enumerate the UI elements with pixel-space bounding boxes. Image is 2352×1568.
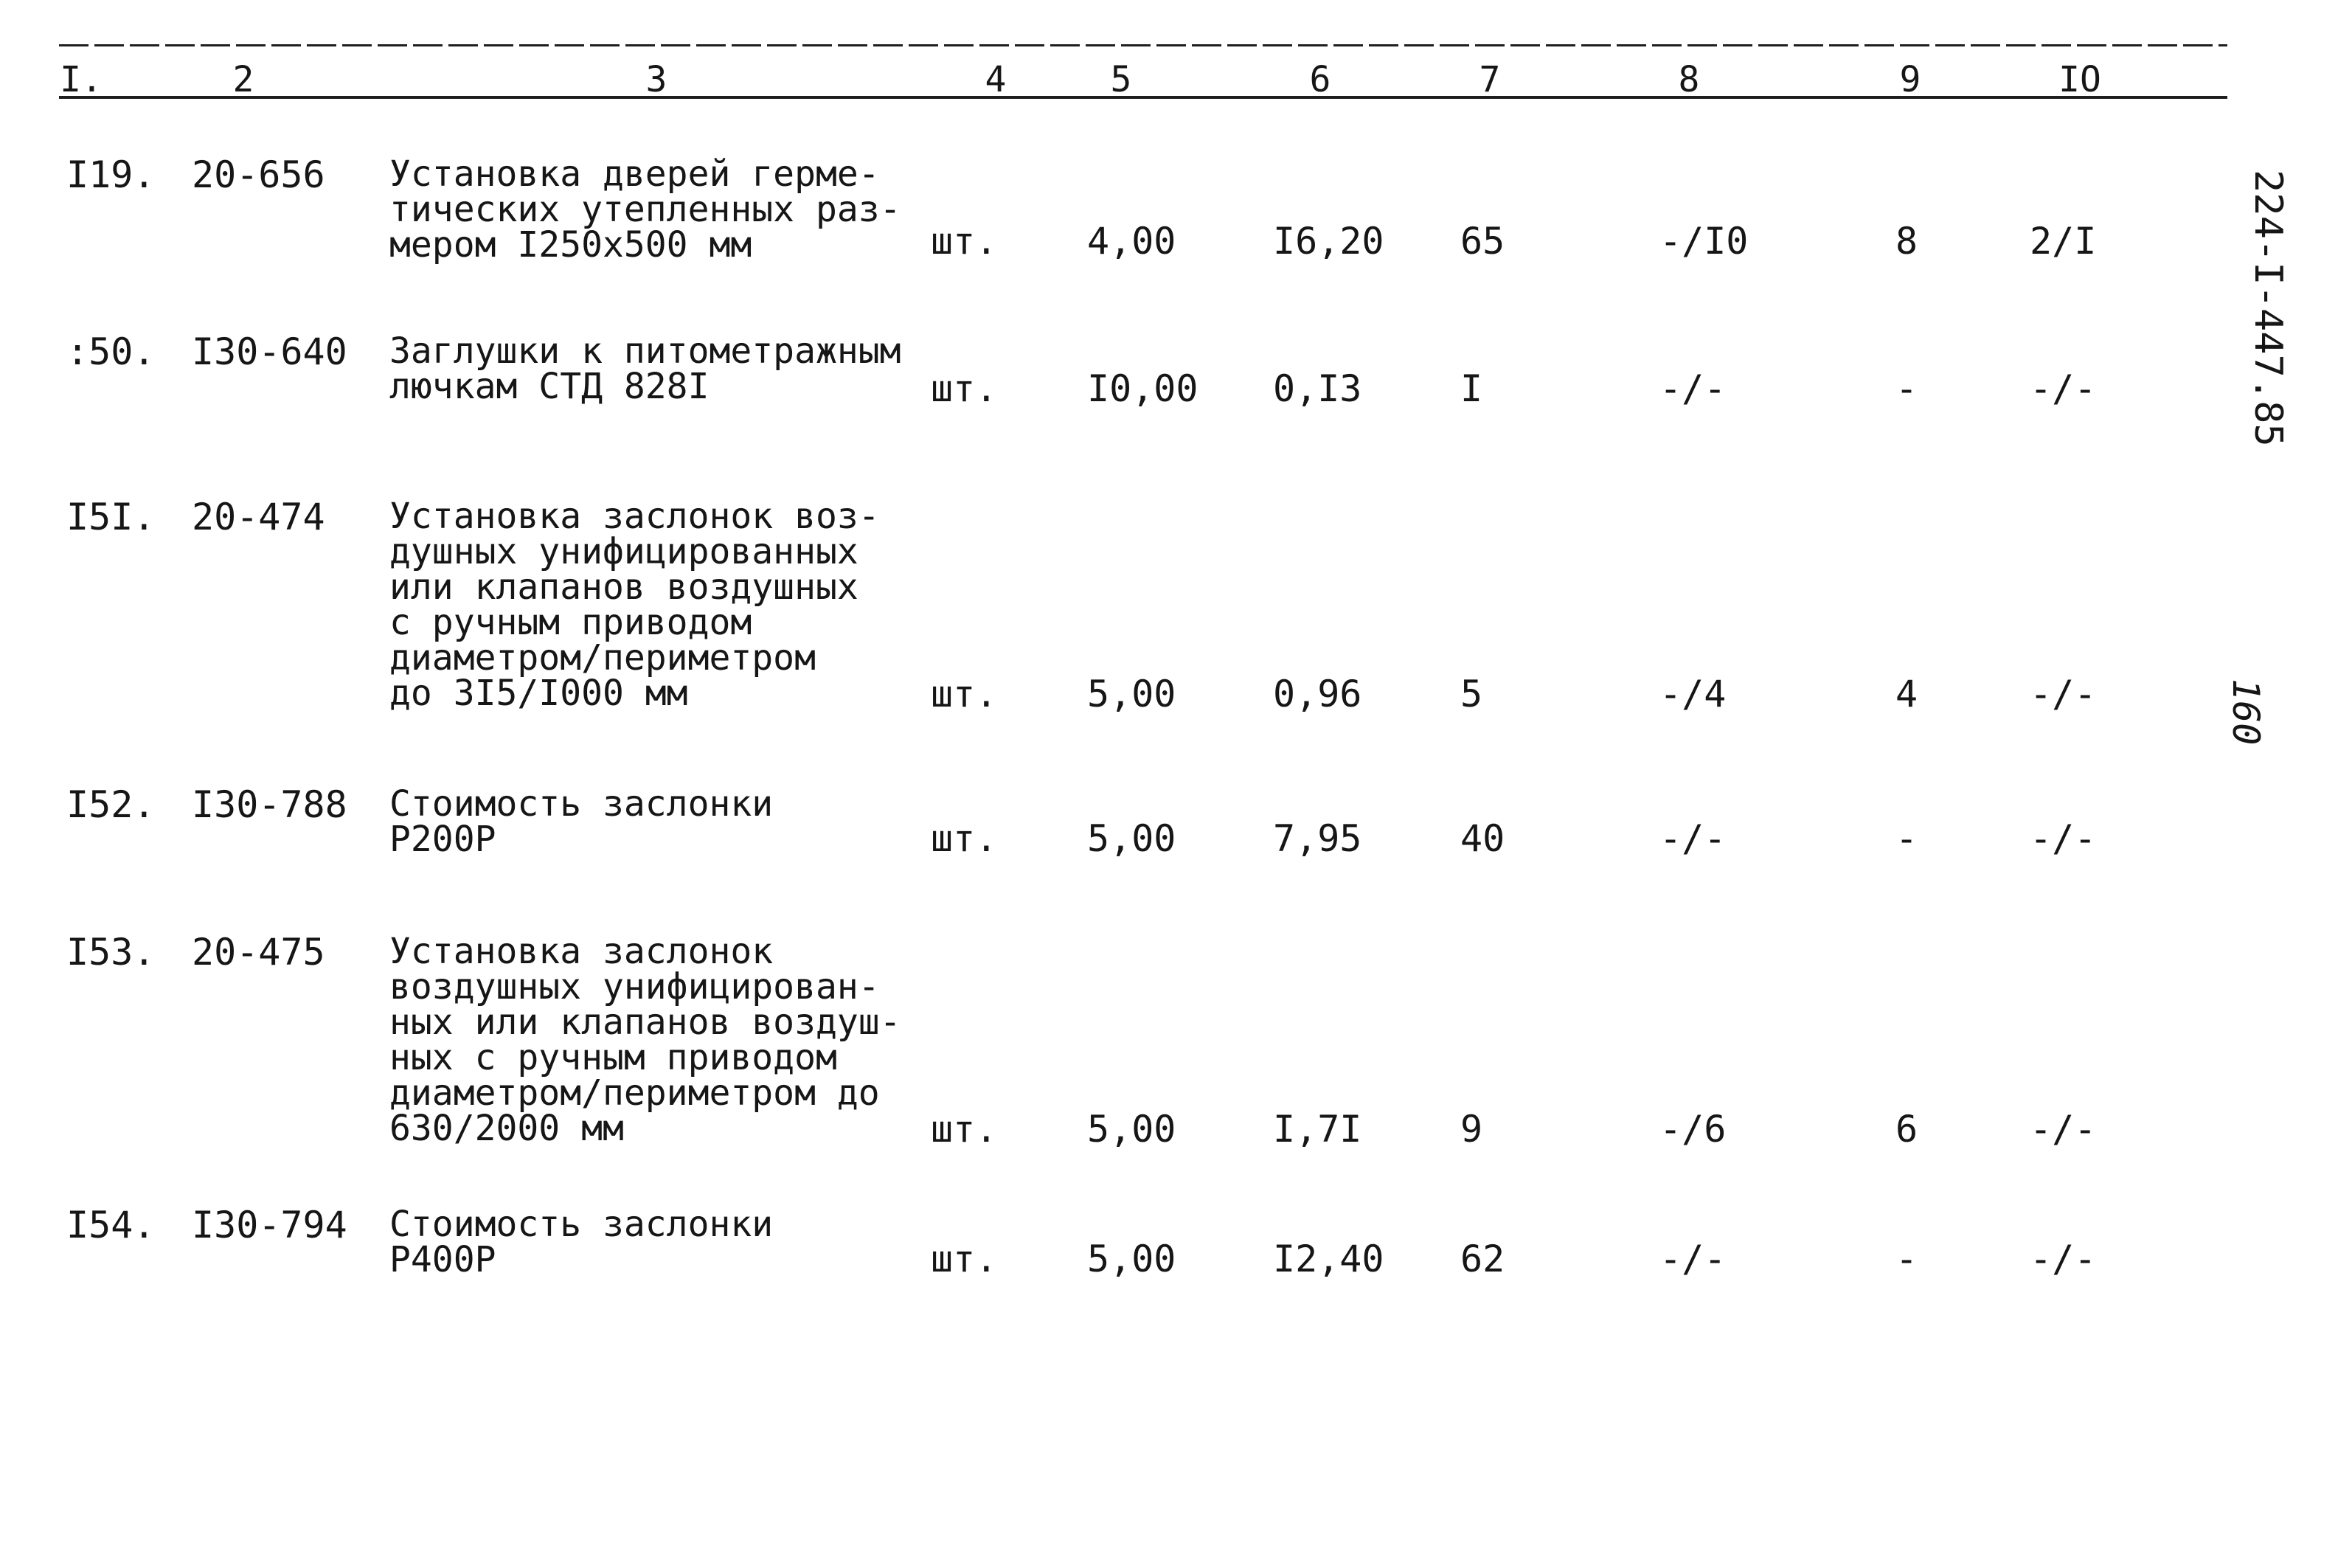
row-unit: шт.	[931, 817, 998, 860]
row-col6: 7,95	[1273, 817, 1362, 860]
row-code: I30-788	[192, 783, 347, 826]
header-top-rule	[59, 44, 2227, 46]
row-description: Установка дверей герме- тических утепленных раз- мером I250x500 мм	[389, 153, 901, 266]
row-description: Заглушки к питометражным лючкам СТД 828I	[389, 330, 901, 407]
row-col9: 4	[1895, 673, 1918, 715]
header-col-7: 7	[1479, 59, 1501, 100]
row-description: Стоимость заслонки Р200Р	[389, 783, 774, 860]
row-col9: 8	[1895, 220, 1918, 263]
row-col10: -/-	[2030, 1108, 2097, 1151]
row-description: Установка заслонок воздушных унифицирован- ных или клапанов воздуш- ных с ручным приводом диаметром/периметром до 630/2000 мм	[389, 931, 901, 1149]
row-unit: шт.	[931, 1108, 998, 1151]
row-col10: 2/I	[2030, 220, 2097, 263]
row-code: I30-794	[192, 1204, 347, 1246]
row-col8: -/4	[1659, 673, 1727, 715]
row-col7: 9	[1460, 1108, 1483, 1151]
row-number: I5I.	[66, 496, 156, 538]
row-col8: -/6	[1659, 1108, 1727, 1151]
document-code: 224-I-447.85	[2246, 170, 2290, 447]
header-col-8: 8	[1678, 59, 1700, 100]
row-number: I54.	[66, 1204, 156, 1246]
row-col8: -/-	[1659, 817, 1727, 860]
header-col-6: 6	[1309, 59, 1331, 100]
row-col6: I2,40	[1273, 1238, 1384, 1280]
row-col7: 62	[1460, 1238, 1505, 1280]
row-col8: -/I0	[1659, 220, 1749, 263]
row-code: 20-656	[192, 153, 325, 196]
row-number: I52.	[66, 783, 156, 826]
row-number: :50.	[66, 330, 156, 373]
row-col10: -/-	[2030, 1238, 2097, 1280]
row-col9: -	[1895, 1238, 1918, 1280]
row-col8: -/-	[1659, 367, 1727, 410]
header-col-4: 4	[985, 59, 1007, 100]
row-code: 20-474	[192, 496, 325, 538]
row-number: I19.	[66, 153, 156, 196]
row-col8: -/-	[1659, 1238, 1727, 1280]
header-col-1: I.	[60, 59, 103, 100]
row-description: Установка заслонок воз- душных унифицированных или клапанов воздушных с ручным приводом диаметром/периметром до 3I5/I000 мм	[389, 496, 880, 714]
row-unit: шт.	[931, 1238, 998, 1280]
row-col6: 0,96	[1273, 673, 1362, 715]
row-col9: 6	[1895, 1108, 1918, 1151]
row-col7: I	[1460, 367, 1483, 410]
row-col9: -	[1895, 817, 1918, 860]
row-col5: 5,00	[1087, 1108, 1176, 1151]
header-col-2: 2	[232, 59, 254, 100]
row-unit: шт.	[931, 220, 998, 263]
row-col10: -/-	[2030, 367, 2097, 410]
row-col5: 5,00	[1087, 817, 1176, 860]
row-col10: -/-	[2030, 673, 2097, 715]
row-unit: шт.	[931, 367, 998, 410]
page-number: 160	[2224, 679, 2267, 746]
row-col6: 0,I3	[1273, 367, 1362, 410]
row-col10: -/-	[2030, 817, 2097, 860]
row-col6: I6,20	[1273, 220, 1384, 263]
header-col-10: IO	[2058, 59, 2101, 100]
row-unit: шт.	[931, 673, 998, 715]
row-col5: I0,00	[1087, 367, 1198, 410]
header-col-3: 3	[645, 59, 667, 100]
row-col5: 4,00	[1087, 220, 1176, 263]
row-col6: I,7I	[1273, 1108, 1362, 1151]
row-code: 20-475	[192, 931, 325, 974]
row-col9: -	[1895, 367, 1918, 410]
row-code: I30-640	[192, 330, 347, 373]
row-col7: 5	[1460, 673, 1483, 715]
row-number: I53.	[66, 931, 156, 974]
row-description: Стоимость заслонки Р400Р	[389, 1204, 774, 1280]
row-col7: 40	[1460, 817, 1505, 860]
header-col-5: 5	[1110, 59, 1132, 100]
header-col-9: 9	[1899, 59, 1921, 100]
row-col5: 5,00	[1087, 1238, 1176, 1280]
row-col7: 65	[1460, 220, 1505, 263]
row-col5: 5,00	[1087, 673, 1176, 715]
